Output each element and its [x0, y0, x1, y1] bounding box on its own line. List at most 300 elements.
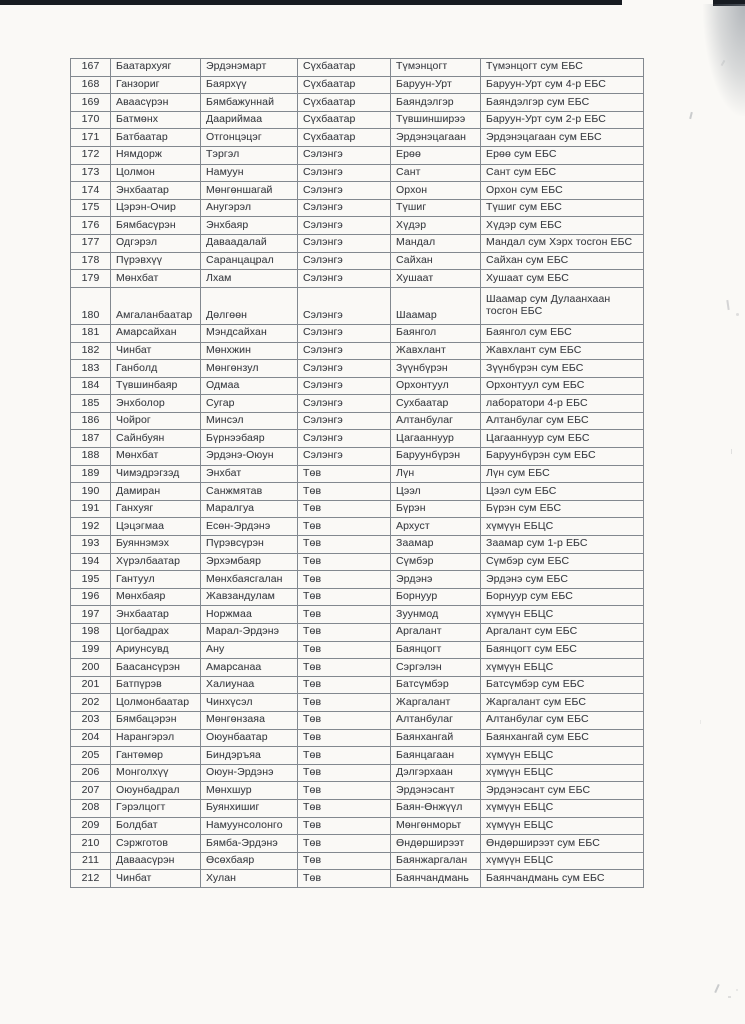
table-cell: Сэлэнгэ [298, 342, 391, 360]
table-cell: 205 [71, 747, 111, 765]
table-cell: Ганхуяг [111, 500, 201, 518]
table-cell: Баянцогт [391, 641, 481, 659]
table-cell: Нарангэрэл [111, 729, 201, 747]
table-cell: Мөнхбаяр [111, 588, 201, 606]
table-cell: Алтанбулаг [391, 412, 481, 430]
table-cell: Сухбаатар [391, 395, 481, 413]
table-cell: Баянчандмань сум ЕБС [481, 870, 644, 888]
table-cell: Мөнхшур [201, 782, 298, 800]
table-cell: Энхбат [201, 465, 298, 483]
table-cell: Архуст [391, 518, 481, 536]
table-cell: 195 [71, 571, 111, 589]
table-cell: 190 [71, 483, 111, 501]
table-cell: 207 [71, 782, 111, 800]
table-cell: Лүн сум ЕБС [481, 465, 644, 483]
table-cell: Сэлэнгэ [298, 182, 391, 200]
table-cell: Хүдэр [391, 217, 481, 235]
table-cell: хүмүүн ЕБЦС [481, 852, 644, 870]
table-cell: Мэндсайхан [201, 324, 298, 342]
table-cell: Алтанбулаг сум ЕБС [481, 711, 644, 729]
table-cell: Өндөрширээт сум ЕБС [481, 835, 644, 853]
table-cell: Баатархуяг [111, 59, 201, 77]
table-row [71, 252, 644, 270]
table-cell: 183 [71, 360, 111, 378]
table-cell: Баяндэлгэр сум ЕБС [481, 94, 644, 112]
table-cell: лаборатори 4-р ЕБС [481, 395, 644, 413]
table-cell: Төв [298, 659, 391, 677]
table-row [71, 395, 644, 413]
table-row [71, 799, 644, 817]
table-cell: 211 [71, 852, 111, 870]
table-cell: Түмэнцогт сум ЕБС [481, 59, 644, 77]
table-cell: Цогбадрах [111, 624, 201, 642]
table-cell: хүмүүн ЕБЦС [481, 518, 644, 536]
table-cell: Сэлэнгэ [298, 448, 391, 466]
table-cell: 191 [71, 500, 111, 518]
table-cell: Аваасүрэн [111, 94, 201, 112]
table-cell: Мөнхжин [201, 342, 298, 360]
table-cell: Дамиран [111, 483, 201, 501]
scan-noise-speck [726, 300, 729, 310]
table-cell: Бямбацэрэн [111, 711, 201, 729]
table-row [71, 817, 644, 835]
table-cell: Анугэрэл [201, 199, 298, 217]
table-row [71, 747, 644, 765]
table-cell: Баярхүү [201, 76, 298, 94]
table-row [71, 835, 644, 853]
table-row [71, 59, 644, 77]
table-cell: Эрдэнэсант сум ЕБС [481, 782, 644, 800]
table-cell: Төв [298, 624, 391, 642]
table-row [71, 729, 644, 747]
table-row [71, 199, 644, 217]
table-cell: Жаргалант [391, 694, 481, 712]
table-cell: Мөнгөнзаяа [201, 711, 298, 729]
table-cell: Төв [298, 711, 391, 729]
table-row [71, 146, 644, 164]
table-cell: Эрдэнэцагаан [391, 129, 481, 147]
table-cell: Гэрэлцогт [111, 799, 201, 817]
table-cell: Бүрнээбаяр [201, 430, 298, 448]
table-cell: Сэлэнгэ [298, 199, 391, 217]
table-cell: Жавзандулам [201, 588, 298, 606]
table-cell: 178 [71, 252, 111, 270]
table-cell: 182 [71, 342, 111, 360]
table-cell: Түвшинширээ [391, 111, 481, 129]
table-cell: Шаамар сум Дулаанхаан тосгон ЕБС [481, 287, 644, 324]
table-cell: Отгонцэцэг [201, 129, 298, 147]
table-cell: Баянгол сум ЕБС [481, 324, 644, 342]
table-cell: Баянцагаан [391, 747, 481, 765]
scan-noise-speck [700, 720, 701, 724]
table-cell: Орхонтуул сум ЕБС [481, 377, 644, 395]
table-cell: Төв [298, 782, 391, 800]
table-cell: Төв [298, 852, 391, 870]
table-cell: Эрдэнэцагаан сум ЕБС [481, 129, 644, 147]
table-cell: Эрдэнэ сум ЕБС [481, 571, 644, 589]
table-cell: Сүхбаатар [298, 76, 391, 94]
table-cell: хүмүүн ЕБЦС [481, 799, 644, 817]
table-cell: Халиунаа [201, 676, 298, 694]
table-cell: 208 [71, 799, 111, 817]
table-cell: хүмүүн ЕБЦС [481, 747, 644, 765]
table-cell: Сэлэнгэ [298, 146, 391, 164]
table-cell: 174 [71, 182, 111, 200]
table-cell: Эрдэнэ-Оюун [201, 448, 298, 466]
table-cell: 184 [71, 377, 111, 395]
table-cell: Сэлэнгэ [298, 377, 391, 395]
table-cell: Батсүмбэр [391, 676, 481, 694]
table-cell: Төв [298, 641, 391, 659]
table-row [71, 571, 644, 589]
table-row [71, 676, 644, 694]
table-cell: Лүн [391, 465, 481, 483]
table-cell: Сант [391, 164, 481, 182]
table-cell: 201 [71, 676, 111, 694]
table-cell: Түшиг [391, 199, 481, 217]
table-cell: Даариймаа [201, 111, 298, 129]
table-cell: Сэлэнгэ [298, 252, 391, 270]
table-cell: Цэрэн-Очир [111, 199, 201, 217]
table-row [71, 182, 644, 200]
table-cell: хүмүүн ЕБЦС [481, 817, 644, 835]
table-cell: Чинхүсэл [201, 694, 298, 712]
table-cell: Есөн-Эрдэнэ [201, 518, 298, 536]
table-cell: Монголхүү [111, 764, 201, 782]
table-row [71, 430, 644, 448]
table-cell: 173 [71, 164, 111, 182]
table-cell: Зүүнбүрэн [391, 360, 481, 378]
table-cell: Мөнгөнзул [201, 360, 298, 378]
table-cell: Биндэръяа [201, 747, 298, 765]
table-cell: Баруун-Урт [391, 76, 481, 94]
table-row [71, 852, 644, 870]
table-cell: Түшиг сум ЕБС [481, 199, 644, 217]
table-row [71, 164, 644, 182]
table-cell: 209 [71, 817, 111, 835]
table-cell: Мөнхбат [111, 270, 201, 288]
table-cell: Түмэнцогт [391, 59, 481, 77]
table-cell: Сэлэнгэ [298, 270, 391, 288]
table-cell: Марал-Эрдэнэ [201, 624, 298, 642]
scan-noise-speck [736, 313, 739, 316]
table-cell: Даваадалай [201, 234, 298, 252]
table-row [71, 624, 644, 642]
table-cell: Санжмятав [201, 483, 298, 501]
table-row [71, 588, 644, 606]
table-cell: Норжмаа [201, 606, 298, 624]
scan-noise-speck [731, 449, 732, 454]
table-cell: Чимэдрэгзэд [111, 465, 201, 483]
table-cell: Төв [298, 588, 391, 606]
table-row [71, 518, 644, 536]
table-cell: Чинбат [111, 870, 201, 888]
table-cell: Батпүрэв [111, 676, 201, 694]
table-cell: Сайхан сум ЕБС [481, 252, 644, 270]
table-row [71, 412, 644, 430]
table-cell: Сайнбуян [111, 430, 201, 448]
table-cell: Амгаланбаатар [111, 287, 201, 324]
table-row [71, 782, 644, 800]
table-cell: Цолмонбаатар [111, 694, 201, 712]
table-cell: 200 [71, 659, 111, 677]
table-cell: Өсөхбаяр [201, 852, 298, 870]
table-cell: Болдбат [111, 817, 201, 835]
table-cell: Хүдэр сум ЕБС [481, 217, 644, 235]
table-cell: Бүрэн [391, 500, 481, 518]
table-cell: Сүхбаатар [298, 129, 391, 147]
table-cell: 175 [71, 199, 111, 217]
table-cell: Хушаат сум ЕБС [481, 270, 644, 288]
table-cell: Ерөө сум ЕБС [481, 146, 644, 164]
table-row [71, 500, 644, 518]
table-cell: Төв [298, 518, 391, 536]
table-cell: Хулан [201, 870, 298, 888]
table-cell: Цээл [391, 483, 481, 501]
table-cell: Баянцогт сум ЕБС [481, 641, 644, 659]
table-cell: Эрдэнэсант [391, 782, 481, 800]
table-cell: Эрдэнэ [391, 571, 481, 589]
table-cell: Лхам [201, 270, 298, 288]
table-cell: Мөнгөншагай [201, 182, 298, 200]
table-row [71, 641, 644, 659]
table-cell: Даваасүрэн [111, 852, 201, 870]
table-cell: Аргалант сум ЕБС [481, 624, 644, 642]
scanner-edge-band-right [713, 0, 745, 6]
table-cell: 188 [71, 448, 111, 466]
table-cell: Төв [298, 606, 391, 624]
table-row [71, 483, 644, 501]
table-cell: Сэлэнгэ [298, 234, 391, 252]
table-cell: Баруун-Урт сум 2-р ЕБС [481, 111, 644, 129]
table-cell: Одмаа [201, 377, 298, 395]
table-cell: Энхбаатар [111, 606, 201, 624]
table-cell: Дөлгөөн [201, 287, 298, 324]
table-cell: Цэцэгмаа [111, 518, 201, 536]
table-cell: Энхбаатар [111, 182, 201, 200]
table-cell: Баянжаргалан [391, 852, 481, 870]
table-cell: Орхон [391, 182, 481, 200]
scanner-edge-band-left [0, 0, 622, 5]
table-cell: Мөнхбаясгалан [201, 571, 298, 589]
table-cell: Төв [298, 536, 391, 554]
table-cell: Баасансүрэн [111, 659, 201, 677]
table-cell: хүмүүн ЕБЦС [481, 764, 644, 782]
table-cell: Саранцацрал [201, 252, 298, 270]
table-cell: Сэлэнгэ [298, 360, 391, 378]
table-cell: Ану [201, 641, 298, 659]
table-row [71, 234, 644, 252]
table-row [71, 659, 644, 677]
scan-noise-speck [689, 112, 693, 119]
table-cell: 199 [71, 641, 111, 659]
table-cell: Төв [298, 500, 391, 518]
table-cell: Сүхбаатар [298, 111, 391, 129]
table-cell: Оюун-Эрдэнэ [201, 764, 298, 782]
table-cell: Гантуул [111, 571, 201, 589]
table-cell: Төв [298, 835, 391, 853]
table-cell: Энхболор [111, 395, 201, 413]
table-cell: Баянгол [391, 324, 481, 342]
table-row [71, 870, 644, 888]
table-cell: 186 [71, 412, 111, 430]
table-cell: Батбаатар [111, 129, 201, 147]
table-cell: Баянхангай [391, 729, 481, 747]
table-cell: Жаргалант сум ЕБС [481, 694, 644, 712]
table-cell: Сэлэнгэ [298, 412, 391, 430]
table-cell: 197 [71, 606, 111, 624]
table-cell: Одгэрэл [111, 234, 201, 252]
table-cell: Баяндэлгэр [391, 94, 481, 112]
table-cell: Пүрэвхүү [111, 252, 201, 270]
table-cell: 170 [71, 111, 111, 129]
scan-noise-speck [728, 996, 731, 998]
table-cell: хүмүүн ЕБЦС [481, 659, 644, 677]
table-row [71, 342, 644, 360]
table-cell: Зуунмод [391, 606, 481, 624]
table-row [71, 553, 644, 571]
table-cell: 204 [71, 729, 111, 747]
table-cell: Хүрэлбаатар [111, 553, 201, 571]
table-cell: 210 [71, 835, 111, 853]
table-cell: Сүхбаатар [298, 94, 391, 112]
table-row [71, 764, 644, 782]
table-cell: Буянхишиг [201, 799, 298, 817]
table-cell: 193 [71, 536, 111, 554]
table-row [71, 287, 644, 324]
table-row [71, 536, 644, 554]
table-cell: Заамар [391, 536, 481, 554]
table-row [71, 360, 644, 378]
table-cell: Бямба-Эрдэнэ [201, 835, 298, 853]
table-cell: Сэлэнгэ [298, 324, 391, 342]
table-cell: Цээл сум ЕБС [481, 483, 644, 501]
table-row [71, 606, 644, 624]
table-cell: Минсэл [201, 412, 298, 430]
table-row [71, 76, 644, 94]
table-cell: Цагааннуур сум ЕБС [481, 430, 644, 448]
table-cell: Маралгуа [201, 500, 298, 518]
table-cell: 202 [71, 694, 111, 712]
table-cell: Сэлэнгэ [298, 430, 391, 448]
results-table-body [71, 59, 644, 888]
table-cell: Сант сум ЕБС [481, 164, 644, 182]
table-row [71, 217, 644, 235]
table-cell: Баянхангай сум ЕБС [481, 729, 644, 747]
table-cell: Бямбасүрэн [111, 217, 201, 235]
table-cell: Сүмбэр [391, 553, 481, 571]
table-cell: Сугар [201, 395, 298, 413]
scan-noise-speck [714, 984, 719, 993]
table-cell: Намуун [201, 164, 298, 182]
table-cell: Сүхбаатар [298, 59, 391, 77]
table-cell: Алтанбулаг [391, 711, 481, 729]
table-cell: Буяннэмэх [111, 536, 201, 554]
table-row [71, 694, 644, 712]
table-cell: Мандал [391, 234, 481, 252]
table-cell: Чойрог [111, 412, 201, 430]
table-cell: Төв [298, 694, 391, 712]
table-cell: Эрдэнэмарт [201, 59, 298, 77]
table-cell: 179 [71, 270, 111, 288]
table-cell: 176 [71, 217, 111, 235]
table-cell: Мандал сум Хэрх тосгон ЕБС [481, 234, 644, 252]
table-cell: Заамар сум 1-р ЕБС [481, 536, 644, 554]
scan-noise-speck [736, 989, 738, 991]
page-curl-shadow [703, 4, 745, 116]
table-cell: 198 [71, 624, 111, 642]
table-row [71, 129, 644, 147]
table-cell: 180 [71, 287, 111, 324]
table-cell: Орхон сум ЕБС [481, 182, 644, 200]
table-cell: Борнуур сум ЕБС [481, 588, 644, 606]
table-cell: Батмөнх [111, 111, 201, 129]
table-cell: Бүрэн сум ЕБС [481, 500, 644, 518]
table-cell: Дэлгэрхаан [391, 764, 481, 782]
table-cell: Пүрэвсүрэн [201, 536, 298, 554]
table-cell: 196 [71, 588, 111, 606]
table-row [71, 270, 644, 288]
table-cell: 171 [71, 129, 111, 147]
table-row [71, 448, 644, 466]
table-cell: Төв [298, 817, 391, 835]
table-cell: 172 [71, 146, 111, 164]
table-cell: Батсүмбэр сум ЕБС [481, 676, 644, 694]
table-cell: Сэлэнгэ [298, 217, 391, 235]
table-cell: 169 [71, 94, 111, 112]
table-row [71, 111, 644, 129]
table-cell: Хушаат [391, 270, 481, 288]
table-cell: Нямдорж [111, 146, 201, 164]
table-row [71, 377, 644, 395]
table-cell: Эрхэмбаяр [201, 553, 298, 571]
table-cell: 168 [71, 76, 111, 94]
table-cell: Баянчандмань [391, 870, 481, 888]
table-cell: Сэлэнгэ [298, 395, 391, 413]
table-cell: Амарсанаа [201, 659, 298, 677]
table-cell: 192 [71, 518, 111, 536]
table-cell: Төв [298, 747, 391, 765]
table-cell: Төв [298, 764, 391, 782]
table-cell: Мөнгөнморьт [391, 817, 481, 835]
table-cell: Оюунбадрал [111, 782, 201, 800]
table-cell: Орхонтуул [391, 377, 481, 395]
table-cell: Ганболд [111, 360, 201, 378]
table-cell: 203 [71, 711, 111, 729]
table-cell: 181 [71, 324, 111, 342]
table-cell: Алтанбулаг сум ЕБС [481, 412, 644, 430]
table-cell: Баруунбүрэн сум ЕБС [481, 448, 644, 466]
table-row [71, 711, 644, 729]
table-cell: 177 [71, 234, 111, 252]
table-cell: Борнуур [391, 588, 481, 606]
table-cell: 212 [71, 870, 111, 888]
table-cell: Баян-Өнжүүл [391, 799, 481, 817]
table-row [71, 465, 644, 483]
table-cell: Сэлэнгэ [298, 164, 391, 182]
table-cell: Ганзориг [111, 76, 201, 94]
table-cell: Сэржготов [111, 835, 201, 853]
table-cell: Сэргэлэн [391, 659, 481, 677]
table-cell: Түвшинбаяр [111, 377, 201, 395]
table-cell: Төв [298, 676, 391, 694]
table-cell: 189 [71, 465, 111, 483]
table-cell: 206 [71, 764, 111, 782]
table-cell: Төв [298, 870, 391, 888]
table-cell: Шаамар [391, 287, 481, 324]
table-cell: Ерөө [391, 146, 481, 164]
table-cell: Цагааннуур [391, 430, 481, 448]
